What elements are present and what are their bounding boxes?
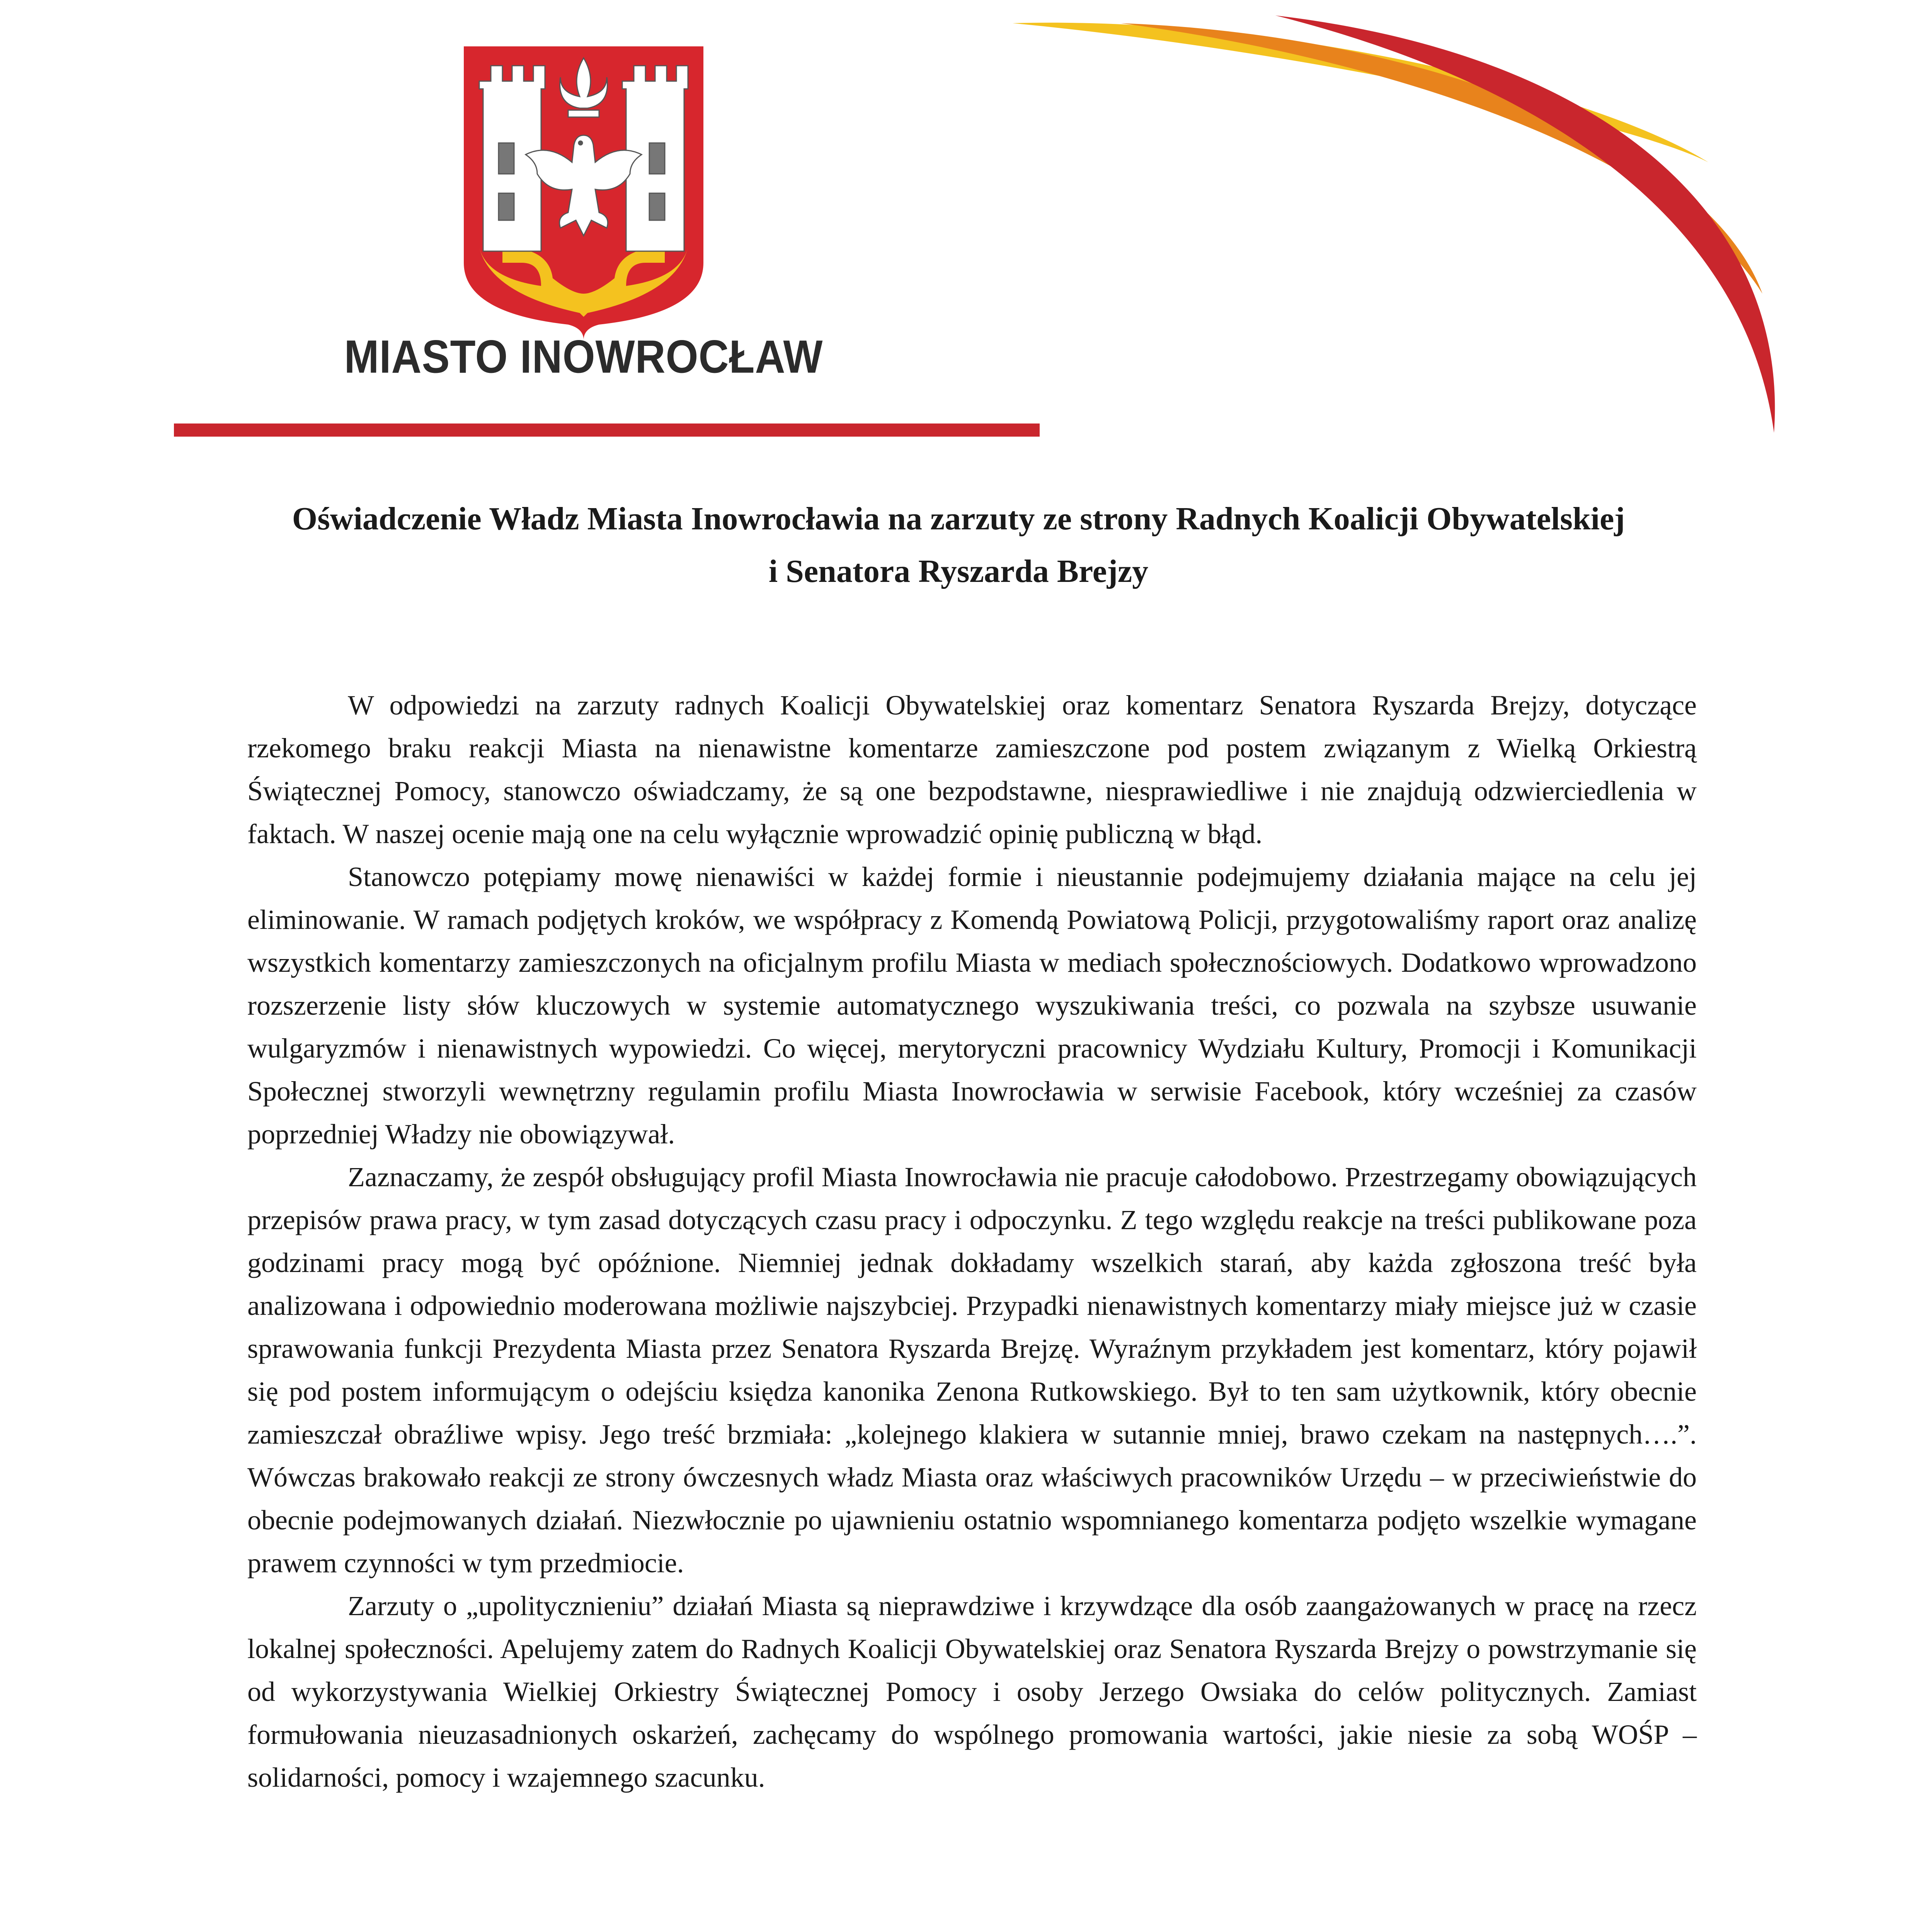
- coat-of-arms-icon: [464, 46, 703, 340]
- paragraph-2: Stanowczo potępiamy mowę nienawiści w każdej formie i nieustannie podejmujemy działania mające na celu jej eliminowanie. W ramach podjętych kroków, we współpracy z Komendą Powiatową Policji, przygotowaliśmy raport oraz analizę wszystkich komentarzy zamieszczonych na oficjalnym profilu Miasta w mediach społecznościowych. Dodatkowo wprowadzono rozszerzenie listy słów kluczowych w systemie automatycznego wyszukiwania treści, co pozwala na szybsze usuwanie wulgaryzmów i nienawistnych wypowiedzi. Co więcej, merytoryczni pracownicy Wydziału Kultury, Promocji i Komunikacji Społecznej stworzyli wewnętrzny regulamin profilu Miasta Inowrocławia w serwisie Facebook, który wcześniej za czasów poprzedniej Władzy nie obowiązywał.: [247, 861, 1697, 1150]
- header-divider: [174, 423, 1040, 437]
- swoosh-red: [1275, 15, 1775, 433]
- paragraph-1: W odpowiedzi na zarzuty radnych Koalicji Obywatelskiej oraz komentarz Senatora Ryszarda Brejzy, dotyczące rzekomego braku reakcji Miasta na nienawistne komentarze zamieszczone pod postem związanym z Wielką Orkiestrą Świątecznej Pomocy, stanowczo oświadczamy, że są one bezpodstawne, niesprawiedliwe i nie znajdują odzwierciedlenia w faktach. W naszej ocenie mają one na celu wyłącznie wprowadzić opinię publiczną w błąd.: [247, 690, 1697, 849]
- title-line-1: Oświadczenie Władz Miasta Inowrocławia na zarzuty ze strony Radnych Koalicji Obywatelskiej: [292, 501, 1625, 537]
- document-body: [247, 684, 1697, 1799]
- document-title: [155, 493, 1762, 598]
- title-line-2: i Senatora Ryszarda Brejzy: [768, 553, 1149, 589]
- paragraph-4: Zarzuty o „upolitycznieniu” działań Miasta są nieprawdziwe i krzywdzące dla osób zaangażowanych w pracę na rzecz lokalnej społeczności. Apelujemy zatem do Radnych Koalicji Obywatelskiej oraz Senatora Ryszarda Brejzy o powstrzymanie się od wykorzystywania Wielkiej Orkiestry Świątecznej Pomocy i osoby Jerzego Owsiaka do celów politycznych. Zamiast formułowania nieuzasadnionych oskarżeń, zachęcamy do wspólnego promowania wartości, jakie niesie za sobą WOŚP – solidarności, pomocy i wzajemnego szacunku.: [247, 1590, 1697, 1793]
- organization-name: MIASTO INOWROCŁAW: [344, 330, 823, 383]
- header-swoosh-decoration: [0, 0, 1917, 464]
- paragraph-3: Zaznaczamy, że zespół obsługujący profil Miasta Inowrocławia nie pracuje całodobowo. Przestrzegamy obowiązujących przepisów prawa pracy, w tym zasad dotyczących czasu pracy i odpoczynku. Z tego względu reakcje na treści publikowane poza godzinami pracy mogą być opóźnione. Niemniej jednak dokładamy wszelkich starań, aby każda zgłoszona treść była analizowana i odpowiednio moderowana możliwie najszybciej. Przypadki nienawistnych komentarzy miały miejsce już w czasie sprawowania funkcji Prezydenta Miasta przez Senatora Ryszarda Brejzę. Wyraźnym przykładem jest komentarz, który pojawił się pod postem informującym o odejściu księdza kanonika Zenona Rutkowskiego. Był to ten sam użytkownik, który obecnie zamieszczał obraźliwe wpisy. Jego treść brzmiała: „kolejnego klakiera w sutannie mniej, brawo czekam na następnych….”. Wówczas brakowało reakcji ze strony ówczesnych władz Miasta oraz właściwych pracowników Urzędu – w przeciwieństwie do obecnie podejmowanych działań. Niezwłocznie po ujawnieniu ostatnio wspomnianego komentarza podjęto wszelkie wymagane prawem czynności w tym przedmiocie.: [247, 1162, 1697, 1578]
